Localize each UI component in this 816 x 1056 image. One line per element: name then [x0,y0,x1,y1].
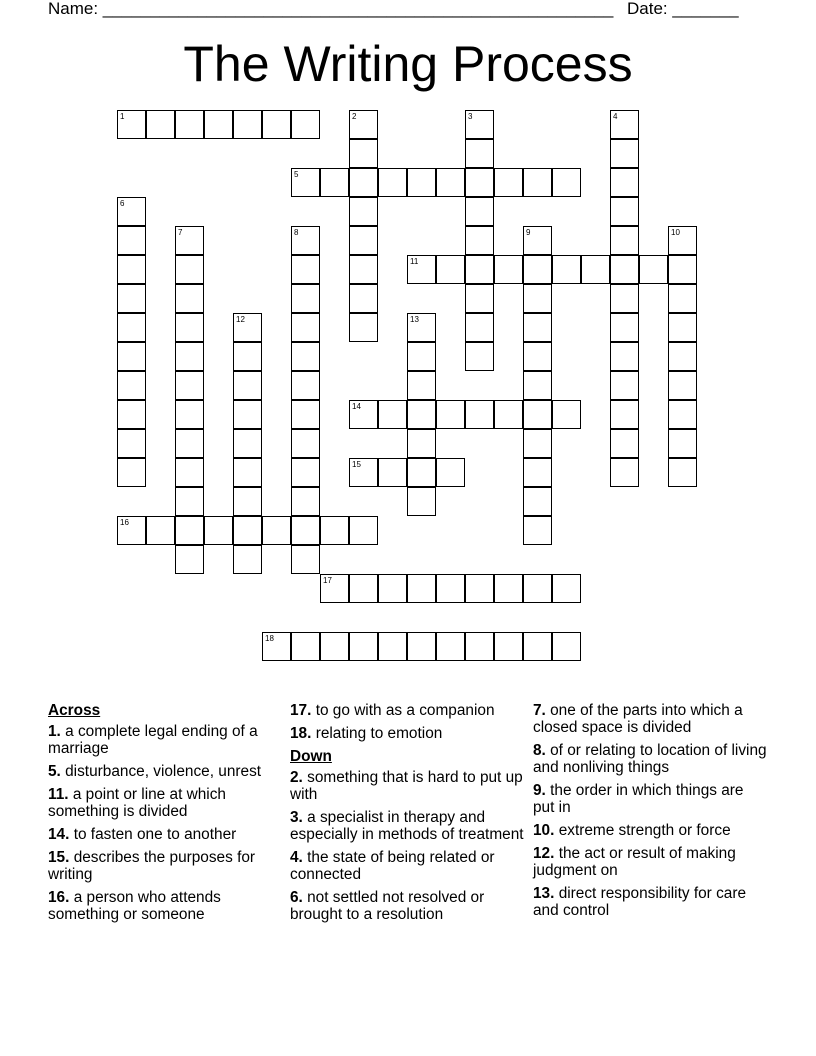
clue-number-label: 11 [410,257,419,266]
clue-across-14 [48,826,283,843]
crossword-cell[interactable] [610,168,639,197]
crossword-cell[interactable] [494,574,523,603]
clue-column-3 [533,702,768,925]
crossword-cell[interactable] [523,226,552,255]
crossword-cell[interactable] [610,110,639,139]
clue-text: one of the parts into which a closed space is divided [533,702,743,736]
crossword-cell[interactable] [175,110,204,139]
crossword-cell[interactable] [291,168,320,197]
date-field[interactable]: Date: _______ [627,0,739,18]
crossword-cell[interactable] [668,400,697,429]
clue-number: 4. [290,849,303,866]
clue-number: 5. [48,763,61,780]
crossword-cell[interactable] [378,168,407,197]
crossword-cell[interactable] [175,400,204,429]
crossword-cell[interactable] [610,197,639,226]
crossword-cell[interactable] [233,110,262,139]
clue-number-label: 18 [265,634,274,643]
crossword-cell[interactable] [639,255,668,284]
crossword-cell[interactable] [291,545,320,574]
crossword-cell[interactable] [407,458,436,487]
crossword-cell[interactable] [262,632,291,661]
crossword-cell[interactable] [117,516,146,545]
clue-text: the act or result of making judgment on [533,845,736,879]
clue-number: 9. [533,782,546,799]
crossword-cell[interactable] [117,255,146,284]
crossword-cell[interactable] [407,255,436,284]
crossword-cell[interactable] [581,255,610,284]
crossword-cell[interactable] [552,632,581,661]
crossword-cell[interactable] [552,168,581,197]
clue-number: 1. [48,723,61,740]
crossword-cell[interactable] [610,400,639,429]
crossword-cell[interactable] [668,313,697,342]
clue-column-1 [48,702,283,929]
crossword-cell[interactable] [523,429,552,458]
clue-number: 3. [290,809,303,826]
clue-number: 6. [290,889,303,906]
crossword-cell[interactable] [349,255,378,284]
crossword-cell[interactable] [175,429,204,458]
crossword-cell[interactable] [320,168,349,197]
clue-text: describes the purposes for writing [48,849,256,883]
crossword-cell[interactable] [146,110,175,139]
crossword-cell[interactable] [465,197,494,226]
crossword-cell[interactable] [465,255,494,284]
crossword-cell[interactable] [552,400,581,429]
clue-text: a complete legal ending of a marriage [48,723,258,757]
crossword-cell[interactable] [320,516,349,545]
crossword-cell[interactable] [175,313,204,342]
clue-text: the order in which things are put in [533,782,744,816]
clue-text: relating to emotion [315,725,443,742]
crossword-cell[interactable] [436,255,465,284]
clue-text: direct responsibility for care and control [533,885,747,919]
clue-number-label: 9 [526,228,531,237]
crossword-cell[interactable] [436,168,465,197]
clue-number: 7. [533,702,546,719]
crossword-cell[interactable] [349,168,378,197]
clue-down-8 [533,742,768,776]
crossword-cell[interactable] [465,400,494,429]
crossword-cell[interactable] [349,632,378,661]
crossword-cell[interactable] [610,139,639,168]
clue-text: to go with as a companion [315,702,495,719]
crossword-cell[interactable] [436,574,465,603]
crossword-cell[interactable] [291,487,320,516]
crossword-cell[interactable] [407,429,436,458]
crossword-cell[interactable] [349,313,378,342]
crossword-cell[interactable] [320,574,349,603]
clue-down-6 [290,889,525,923]
clue-down-3 [290,809,525,843]
crossword-cell[interactable] [117,400,146,429]
clue-across-18 [290,725,525,742]
clue-number: 10. [533,822,555,839]
crossword-cell[interactable] [291,400,320,429]
crossword-cell[interactable] [349,516,378,545]
crossword-cell[interactable] [610,255,639,284]
clue-down-12 [533,845,768,879]
crossword-cell[interactable] [523,574,552,603]
crossword-cell[interactable] [610,429,639,458]
clue-text: the state of being related or connected [290,849,495,883]
crossword-cell[interactable] [436,458,465,487]
clue-text: a point or line at which something is divided [48,786,226,820]
crossword-cell[interactable] [407,342,436,371]
crossword-cell[interactable] [175,255,204,284]
crossword-cell[interactable] [465,168,494,197]
crossword-cell[interactable] [494,400,523,429]
clue-across-11 [48,786,283,820]
crossword-cell[interactable] [378,400,407,429]
crossword-cell[interactable] [523,284,552,313]
crossword-cell[interactable] [291,284,320,313]
clue-across-1 [48,723,283,757]
crossword-cell[interactable] [523,458,552,487]
clue-number: 15. [48,849,70,866]
crossword-cell[interactable] [233,545,262,574]
page-title: The Writing Process [183,36,633,92]
crossword-cell[interactable] [117,342,146,371]
crossword-cell[interactable] [349,458,378,487]
clue-number-label: 7 [178,228,183,237]
crossword-cell[interactable] [146,516,175,545]
across-heading: Across [48,702,101,719]
crossword-cell[interactable] [291,371,320,400]
crossword-cell[interactable] [117,371,146,400]
crossword-cell[interactable] [378,632,407,661]
clue-text: not settled not resolved or brought to a resolution [290,889,485,923]
clue-number-label: 3 [468,112,473,121]
crossword-cell[interactable] [378,574,407,603]
crossword-cell[interactable] [465,342,494,371]
crossword-cell[interactable] [610,313,639,342]
crossword-cell[interactable] [175,516,204,545]
crossword-cell[interactable] [175,545,204,574]
crossword-cell[interactable] [233,313,262,342]
clue-number-label: 12 [236,315,245,324]
crossword-cell[interactable] [204,110,233,139]
crossword-cell[interactable] [407,487,436,516]
clue-across-15 [48,849,283,883]
clue-number: 14. [48,826,70,843]
crossword-cell[interactable] [117,458,146,487]
crossword-cell[interactable] [523,371,552,400]
crossword-cell[interactable] [175,458,204,487]
crossword-cell[interactable] [465,226,494,255]
crossword-cell[interactable] [233,400,262,429]
clue-number: 11. [48,786,69,803]
down-heading: Down [290,748,332,765]
crossword-cell[interactable] [291,342,320,371]
crossword-cell[interactable] [407,168,436,197]
crossword-cell[interactable] [233,516,262,545]
crossword-cell[interactable] [117,429,146,458]
crossword-cell[interactable] [175,226,204,255]
crossword-cell[interactable] [523,400,552,429]
crossword-cell[interactable] [668,284,697,313]
crossword-cell[interactable] [523,342,552,371]
crossword-cell[interactable] [668,342,697,371]
crossword-cell[interactable] [523,487,552,516]
crossword-cell[interactable] [436,400,465,429]
crossword-cell[interactable] [668,255,697,284]
crossword-cell[interactable] [117,197,146,226]
crossword-cell[interactable] [523,516,552,545]
clue-text: disturbance, violence, unrest [65,763,262,780]
clue-number-label: 10 [671,228,680,237]
clue-number: 2. [290,769,303,786]
crossword-cell[interactable] [465,284,494,313]
crossword-cell[interactable] [407,371,436,400]
crossword-cell[interactable] [233,458,262,487]
clue-number: 12. [533,845,555,862]
crossword-cell[interactable] [175,284,204,313]
clue-across-17 [290,702,525,719]
clue-across-5 [48,763,283,780]
clue-number-label: 14 [352,402,361,411]
clue-number-label: 13 [410,315,419,324]
crossword-cell[interactable] [291,110,320,139]
crossword-cell[interactable] [523,168,552,197]
crossword-cell[interactable] [407,313,436,342]
clue-number: 16. [48,889,70,906]
clue-column-2 [290,702,525,929]
clue-down-4 [290,849,525,883]
crossword-cell[interactable] [494,168,523,197]
crossword-cell[interactable] [233,429,262,458]
clue-down-2 [290,769,525,803]
crossword-cell[interactable] [465,313,494,342]
clue-across-16 [48,889,283,923]
crossword-cell[interactable] [117,226,146,255]
crossword-cell[interactable] [204,516,233,545]
clue-down-10 [533,822,768,839]
crossword-cell[interactable] [233,371,262,400]
crossword-cell[interactable] [291,516,320,545]
crossword-cell[interactable] [523,313,552,342]
crossword-cell[interactable] [610,371,639,400]
crossword-cell[interactable] [349,284,378,313]
crossword-cell[interactable] [117,284,146,313]
clue-text: something that is hard to put up with [290,769,523,803]
crossword-cell[interactable] [494,255,523,284]
clue-number-label: 5 [294,170,299,179]
clue-number-label: 4 [613,112,618,121]
crossword-cell[interactable] [233,342,262,371]
clue-number-label: 17 [323,576,332,585]
clue-text: of or relating to location of living and nonliving things [533,742,767,776]
name-field[interactable]: Name: ______________________________________________________ [48,0,614,18]
clue-number-label: 16 [120,518,129,527]
clue-number: 17. [290,702,312,719]
crossword-cell[interactable] [233,487,262,516]
crossword-cell[interactable] [291,313,320,342]
clue-down-7 [533,702,768,736]
crossword-cell[interactable] [291,226,320,255]
crossword-cell[interactable] [407,574,436,603]
crossword-cell[interactable] [349,197,378,226]
crossword-cell[interactable] [349,574,378,603]
clue-number: 18. [290,725,312,742]
clue-text: extreme strength or force [558,822,731,839]
clue-number-label: 15 [352,460,361,469]
clue-number: 13. [533,885,555,902]
clue-text: to fasten one to another [73,826,237,843]
crossword-cell[interactable] [668,371,697,400]
crossword-cell[interactable] [465,632,494,661]
crossword-cell[interactable] [465,110,494,139]
crossword-cell[interactable] [320,632,349,661]
clue-number-label: 8 [294,228,299,237]
clue-number-label: 2 [352,112,357,121]
crossword-cell[interactable] [349,400,378,429]
crossword-cell[interactable] [349,110,378,139]
crossword-cell[interactable] [552,574,581,603]
crossword-cell[interactable] [291,632,320,661]
crossword-cell[interactable] [668,226,697,255]
crossword-cell[interactable] [494,632,523,661]
crossword-cell[interactable] [552,255,581,284]
clue-number: 8. [533,742,546,759]
crossword-cell[interactable] [407,400,436,429]
clue-text: a specialist in therapy and especially in methods of treatment [290,809,524,843]
crossword-cell[interactable] [436,632,465,661]
crossword-cell[interactable] [668,429,697,458]
clue-number-label: 1 [120,112,125,121]
crossword-cell[interactable] [523,255,552,284]
crossword-cell[interactable] [175,371,204,400]
crossword-cell[interactable] [349,226,378,255]
crossword-cell[interactable] [291,255,320,284]
crossword-cell[interactable] [668,458,697,487]
crossword-cell[interactable] [523,632,552,661]
clue-down-13 [533,885,768,919]
clue-text: a person who attends something or someone [48,889,221,923]
crossword-cell[interactable] [465,574,494,603]
crossword-cell[interactable] [610,284,639,313]
crossword-cell[interactable] [610,458,639,487]
clue-number-label: 6 [120,199,125,208]
crossword-cell[interactable] [117,110,146,139]
crossword-cell[interactable] [465,139,494,168]
crossword-cell[interactable] [175,342,204,371]
crossword-cell[interactable] [378,458,407,487]
crossword-cell[interactable] [610,342,639,371]
crossword-cell[interactable] [291,458,320,487]
crossword-cell[interactable] [262,516,291,545]
crossword-cell[interactable] [175,487,204,516]
crossword-cell[interactable] [262,110,291,139]
crossword-cell[interactable] [291,429,320,458]
crossword-cell[interactable] [610,226,639,255]
crossword-cell[interactable] [117,313,146,342]
clue-down-9 [533,782,768,816]
crossword-cell[interactable] [349,139,378,168]
crossword-cell[interactable] [407,632,436,661]
